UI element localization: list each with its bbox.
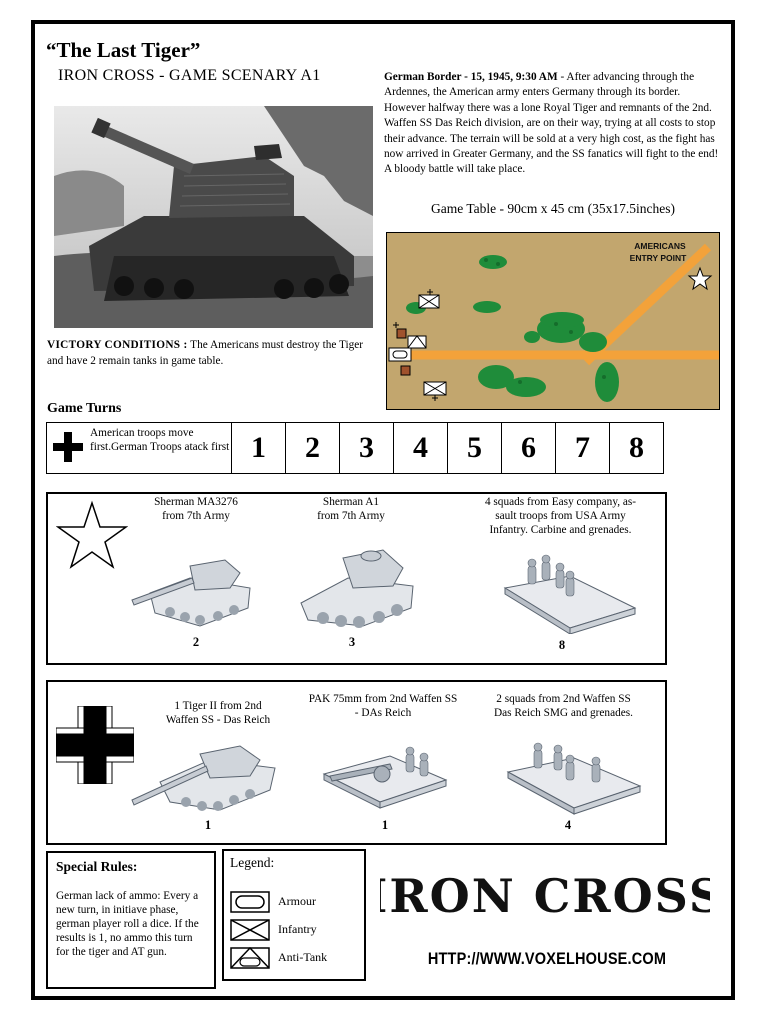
unit-count-sherman-a1: 3 bbox=[348, 635, 356, 649]
tiger-ii-tank-model bbox=[130, 732, 280, 812]
intro-lead: German Border - 15, 1945, 9:30 AM bbox=[384, 71, 558, 83]
pak-75-gun-model bbox=[320, 734, 450, 814]
american-force-box bbox=[46, 492, 667, 665]
special-rules-box bbox=[46, 851, 216, 989]
special-rules-text: German lack of ammo: Every a new turn, in initiave phase, german player roll a dice. If the results is 1, no ammo this turn for the tiger and AT gun. bbox=[56, 890, 199, 958]
us-infantry-model bbox=[500, 548, 640, 634]
unit-label-pak-75: PAK 75mm from 2nd Waffen SS - DAs Reich bbox=[308, 693, 458, 719]
intro-body: - After advancing through the Ardennes, the American army enters Germany through its border. However halfway there was a lone Royal Tiger and remnants of the 2nd. Waffen SS Das Reich division, are on their way, trying at all costs to stop their advance. The terrain will be sold at a very high cost, as the fight has now arrived in Greater Germany, and the SS fanatics will fight to the end! A bloody battle will take place. bbox=[384, 71, 719, 176]
victory-text: The Americans must destroy the Tiger and have 2 remain tanks in game table. bbox=[47, 339, 364, 367]
battlefield-map bbox=[386, 232, 720, 410]
german-force-box bbox=[46, 680, 667, 845]
sherman-tank-model-2 bbox=[293, 538, 423, 628]
game-table-caption: Game Table - 90cm x 45 cm (35x17.5inches) bbox=[431, 201, 675, 216]
turn-cell-6: 6 bbox=[502, 423, 556, 473]
map-armour-symbol bbox=[389, 348, 411, 361]
turn-cell-2: 2 bbox=[286, 423, 340, 473]
unit-count-ss-squads: 4 bbox=[564, 818, 572, 832]
ss-infantry-model bbox=[504, 736, 644, 816]
game-turns-label: Game Turns bbox=[47, 401, 122, 416]
balkenkreuz-icon bbox=[56, 706, 134, 784]
logo-text: IRON CROSS bbox=[380, 869, 710, 923]
tiger-tank-photo bbox=[54, 106, 373, 328]
balkenkreuz-icon-small bbox=[53, 432, 83, 462]
turn-cell-3: 3 bbox=[340, 423, 394, 473]
turn-order-cell bbox=[47, 423, 232, 473]
iron-cross-logo bbox=[380, 868, 710, 928]
legend-box bbox=[222, 849, 366, 981]
unit-count-tiger-ii: 1 bbox=[204, 818, 212, 832]
turn-cell-7: 7 bbox=[556, 423, 610, 473]
legend-row-antitank bbox=[230, 947, 360, 969]
turn-cell-5: 5 bbox=[448, 423, 502, 473]
unit-label-ss-squads: 2 squads from 2nd Waffen SS Das Reich SMG and grenades. bbox=[494, 693, 633, 719]
game-turns-table bbox=[46, 422, 664, 474]
infantry-symbol-icon bbox=[230, 919, 270, 941]
scenario-subtitle: IRON CROSS - GAME SCENARY A1 bbox=[58, 67, 321, 84]
legend-heading: Legend: bbox=[230, 855, 275, 870]
turn-cell-4: 4 bbox=[394, 423, 448, 473]
unit-label-sherman-a1: Sherman A1 from 7th Army bbox=[317, 496, 385, 522]
unit-count-us-infantry: 8 bbox=[558, 638, 566, 652]
unit-count-sherman-ma3276: 2 bbox=[192, 635, 200, 649]
scenario-title: “The Last Tiger” bbox=[46, 38, 201, 62]
turn-cell-8: 8 bbox=[629, 431, 644, 464]
unit-label-us-infantry: 4 squads from Easy company, as- sault troops from USA Army Infantry. Carbine and grenades. bbox=[484, 496, 637, 536]
legend-label-infantry: Infantry bbox=[278, 922, 317, 936]
map-entry-label-1: AMERICANS bbox=[634, 241, 686, 251]
antitank-symbol-icon bbox=[230, 947, 270, 969]
unit-label-tiger-ii: 1 Tiger II from 2nd Waffen SS - Das Reich bbox=[165, 700, 271, 726]
legend-row-armour bbox=[230, 891, 360, 913]
website-link[interactable]: HTTP://WWW.VOXELHOUSE.COM bbox=[427, 950, 667, 968]
turn-cell-1: 1 bbox=[232, 423, 286, 473]
legend-row-infantry bbox=[230, 919, 360, 941]
scenario-intro bbox=[384, 70, 724, 178]
unit-label-sherman-ma3276: Sherman MA3276 from 7th Army bbox=[154, 496, 238, 522]
map-entry-label-2: ENTRY POINT bbox=[629, 253, 687, 263]
special-rules-heading: Special Rules: bbox=[56, 859, 138, 874]
us-star-icon bbox=[56, 499, 128, 571]
sherman-tank-model-1 bbox=[130, 538, 260, 628]
unit-count-pak-75: 1 bbox=[381, 818, 389, 832]
armour-symbol-icon bbox=[230, 891, 270, 913]
legend-label-armour: Armour bbox=[278, 894, 316, 908]
turn-order-text: American troops move first.German Troops atack first bbox=[90, 427, 230, 453]
victory-label: VICTORY CONDITIONS : bbox=[47, 339, 188, 351]
legend-label-antitank: Anti-Tank bbox=[278, 950, 328, 964]
victory-conditions bbox=[47, 338, 367, 369]
